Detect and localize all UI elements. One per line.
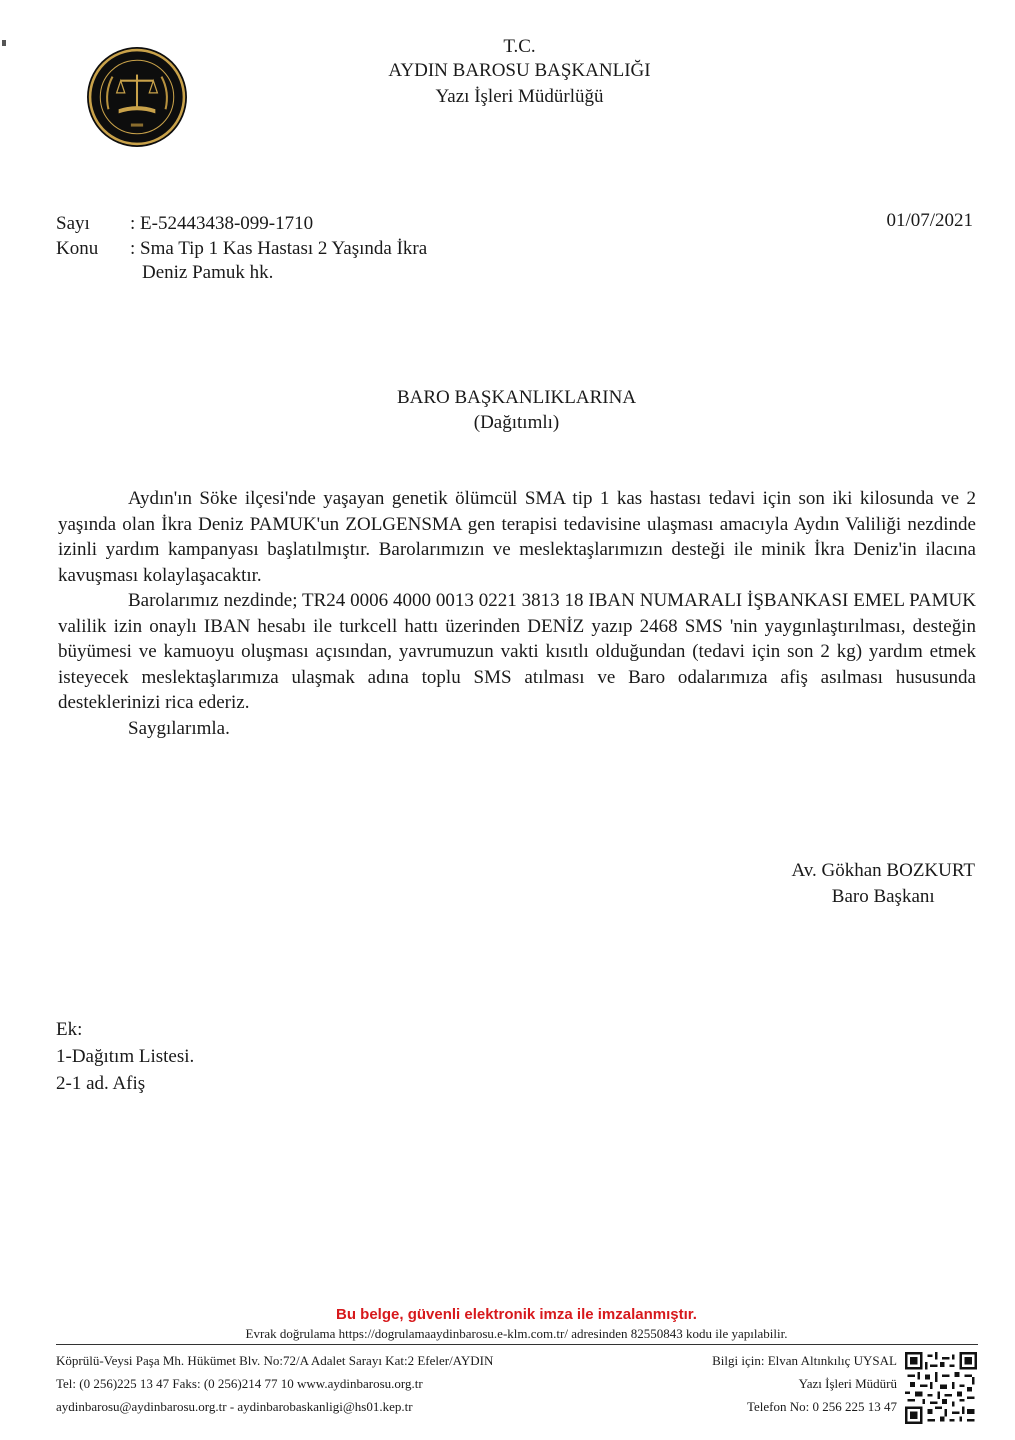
footer-address-block (56, 1349, 493, 1418)
attachment-item: 1-Dağıtım Listesi. (56, 1046, 195, 1067)
footer-divider (56, 1344, 978, 1345)
footer-phone-fax: Tel: (0 256)225 13 47 Faks: (0 256)214 77 10 www.aydinbarosu.org.tr (56, 1376, 423, 1391)
verification-note: Evrak doğrulama https://dogrulamaaydinbarosu.e-klm.com.tr/ adresinden 82550843 kodu ile yapılabilir. (245, 1326, 788, 1341)
qr-code-icon (905, 1352, 977, 1424)
konu-value-line1: : Sma Tip 1 Kas Hastası 2 Yaşında İkra (130, 238, 428, 259)
header-republic: T.C. (503, 36, 536, 57)
footer-address: Köprülü-Veysi Paşa Mh. Hükümet Blv. No:72/A Adalet Sarayı Kat:2 Efeler/AYDIN (56, 1353, 494, 1368)
footer-info-phone: Telefon No: 0 256 225 13 47 (746, 1399, 897, 1414)
sayi-value: : E-52443438-099-1710 (130, 213, 314, 234)
footer-info-title: Yazı İşleri Müdürü (798, 1376, 897, 1391)
footer-info-contact: Bilgi için: Elvan Altınkılıç UYSAL (712, 1353, 897, 1368)
signatory-name: Av. Gökhan BOZKURT (791, 860, 975, 881)
header-institution: AYDIN BAROSU BAŞKANLIĞI (388, 60, 651, 81)
letter-body (58, 486, 976, 741)
attachments-block (56, 1016, 194, 1097)
sayi-label: Sayı (56, 213, 90, 234)
recipient-subtitle: (Dağıtımlı) (473, 412, 560, 433)
recipient-title: BARO BAŞKANLIKLARINA (396, 387, 637, 408)
signatory-title: Baro Başkanı (831, 886, 935, 907)
esignature-notice: Bu belge, güvenli elektronik imza ile imzalanmıştır. (336, 1306, 697, 1323)
attachment-item: 2-1 ad. Afiş (56, 1073, 146, 1094)
body-closing: Saygılarımla. (128, 717, 230, 739)
body-paragraph-1: Aydın'ın Söke ilçesi'nde yaşayan genetik ölümcül SMA tip 1 kas hastası tedavi için son iki kilosunda ve 2 yaşında olan İkra Deniz PAMUK'un ZOLGENSMA gen terapisi tedavisine ulaşması amacıyla Aydın Valiliği nezdinde izinli yardım kampanyası başlatılmıştır. Barolarımızın ve meslektaşlarımızın desteği ile minik İkra Deniz'in ilacına kavuşması kolaylaşacaktır. (58, 488, 976, 586)
attachments-label: Ek: (56, 1019, 83, 1040)
document-date: 01/07/2021 (886, 210, 973, 231)
konu-label: Konu (56, 238, 99, 259)
konu-value-line2: Deniz Pamuk hk. (142, 262, 274, 283)
footer-contact-block (712, 1349, 897, 1418)
header-department: Yazı İşleri Müdürlüğü (435, 86, 604, 107)
body-paragraph-2: Barolarımız nezdinde; TR24 0006 4000 0013 0221 3813 18 IBAN NUMARALI İŞBANKASI EMEL PAMUK valilik izin onaylı IBAN hesabı ile turkcell hattı üzerinden DENİZ yazıp 2468 SMS 'nin yaygınlaştırılması, desteğin büyümesi ve kamuoyu oluşması açısından, yavrumuzun vakti kısıtlı olduğundan (tedavi için son 2 kg) yardım etmek isteyecek meslektaşlarımıza ulaşmak adına toplu SMS atılması ve Baro odalarımıza afiş asılması hususunda desteklerinizi rica ederiz. (58, 590, 976, 713)
footer-emails: aydinbarosu@aydinbarosu.org.tr - aydinbarobaskanligi@hs01.kep.tr (56, 1399, 413, 1414)
signature-block (791, 858, 975, 910)
